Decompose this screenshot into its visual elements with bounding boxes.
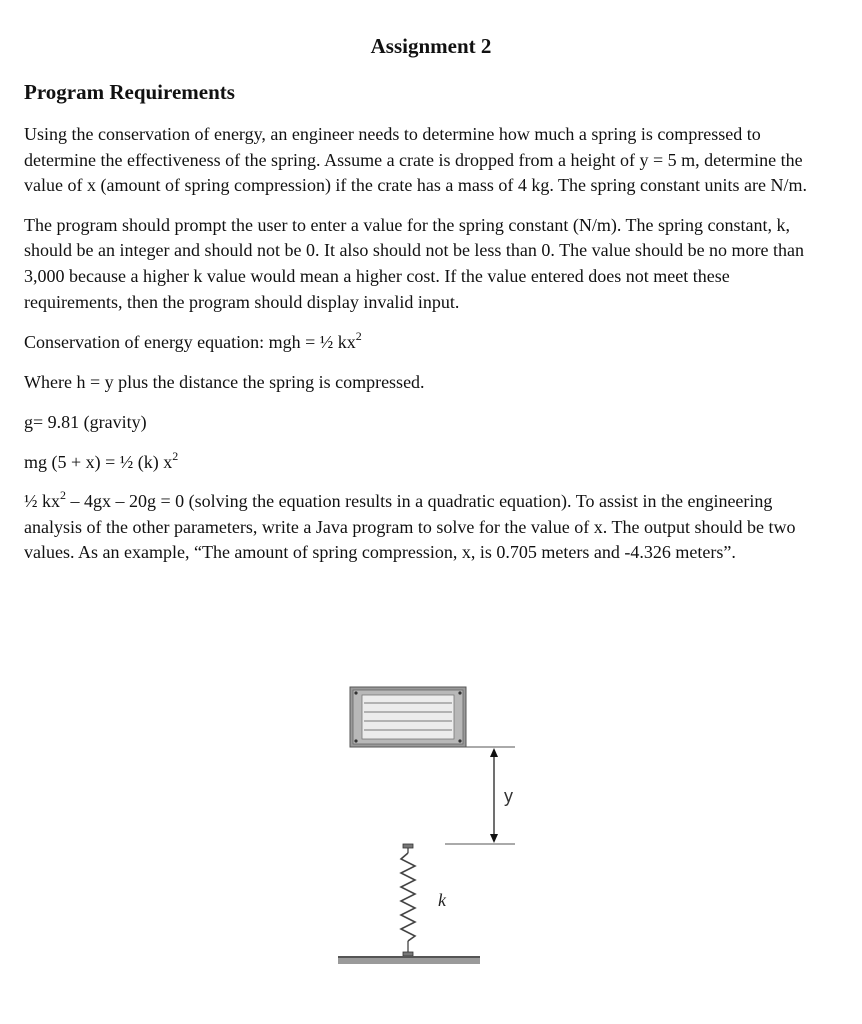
section-heading: Program Requirements <box>24 80 235 104</box>
spring-icon <box>401 844 415 956</box>
quadratic-rest: – 4gx – 20g = 0 (solving the equation results in a quadratic equation). To assist in the engineering analysis of the other parameters, write a Java program to solve for the value of x. The output should be two values. As an example, “The amount of spring compression, x, is 0.705 meters and -4.326 meters”. <box>24 491 796 563</box>
quadratic-start: ½ kx <box>24 491 60 512</box>
where-line: Where h = y plus the distance the spring is compressed. <box>24 372 425 393</box>
energy-equation-text: Conservation of energy equation: mgh = ½ kx <box>24 332 356 353</box>
gravity-line: g= 9.81 (gravity) <box>24 412 147 433</box>
ground-icon <box>338 956 480 964</box>
spring-crate-figure <box>330 680 520 980</box>
intro-paragraph: Using the conservation of energy, an engineer needs to determine how much a spring is compressed to determine the effectiveness of the spring. Assume a crate is dropped from a height of y = 5 m, determine the value of x (amount of spring compression) if the crate has a mass of 4 kg. The spring constant units are N/m. <box>24 124 807 196</box>
y-label: y <box>504 786 513 806</box>
substituted-equation-text: mg (5 + x) = ½ (k) x <box>24 452 173 473</box>
crate-icon <box>350 687 466 747</box>
substituted-equation-exponent: 2 <box>172 449 179 464</box>
energy-equation-exponent: 2 <box>355 329 362 344</box>
energy-equation <box>24 329 824 355</box>
page-title: Assignment 2 <box>370 34 492 58</box>
quadratic-exponent: 2 <box>60 488 66 503</box>
document-body <box>24 122 824 566</box>
k-label: k <box>438 890 446 910</box>
requirements-paragraph: The program should prompt the user to enter a value for the spring constant (N/m). The spring constant, k, should be an integer and should not be 0. It also should not be less than 0. The value should be no more than 3,000 because a higher k value would mean a higher cost. If the value entered does not meet these requirements, then the program should display invalid input. <box>24 214 805 312</box>
substituted-equation <box>24 449 824 475</box>
quadratic-paragraph <box>24 489 824 566</box>
